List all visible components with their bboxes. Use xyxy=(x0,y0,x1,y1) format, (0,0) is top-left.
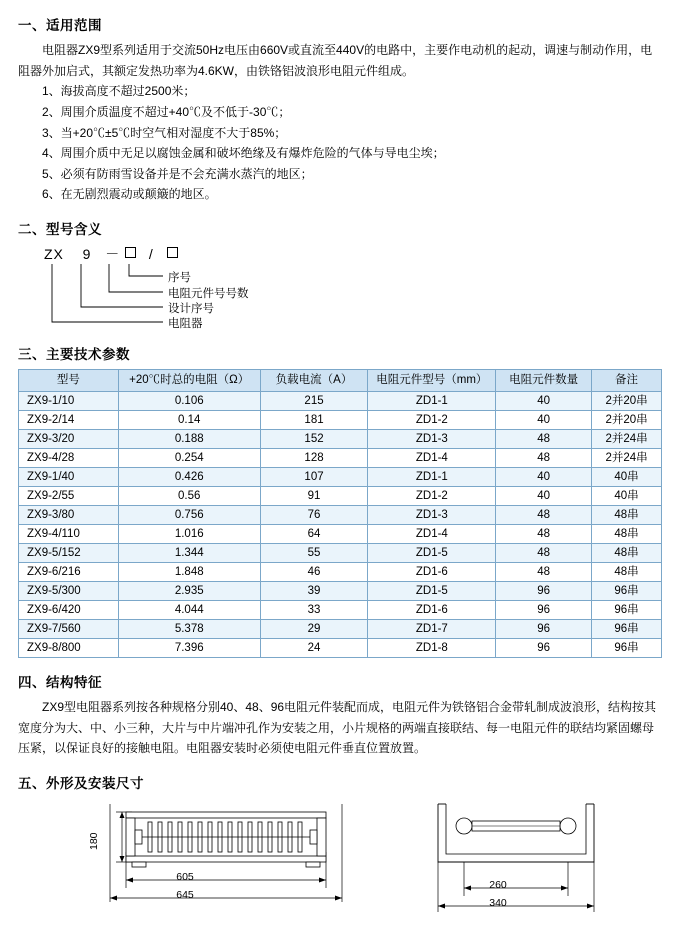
cell-model: ZX9-1/40 xyxy=(19,468,119,487)
cell-resistance: 7.396 xyxy=(118,639,260,658)
cell-model: ZX9-6/420 xyxy=(19,601,119,620)
cell-element-model: ZD1-3 xyxy=(368,430,496,449)
cell-remark: 2并24串 xyxy=(592,449,662,468)
table-row xyxy=(19,392,662,411)
table-row xyxy=(19,487,662,506)
cell-remark: 40串 xyxy=(592,487,662,506)
cell-current: 33 xyxy=(260,601,368,620)
cell-current: 107 xyxy=(260,468,368,487)
table-row xyxy=(19,449,662,468)
cell-element-model: ZD1-6 xyxy=(368,601,496,620)
section-technical-parameters xyxy=(18,343,662,658)
section-4-paragraph: ZX9型电阻器系列按各种规格分别40、48、96电阻元件装配而成，电阻元件为铁铬铝合金带轧制成波浪形，结构按其宽度分为大、中、小三种，大片与中片端冲孔作为安装之用，小片规格的两端直接联结、每一电阻元件的联结均紧固螺母压紧，以保证良好的接触电阻。电阻器安装时必须使电阻元件垂直位置放置。 xyxy=(18,700,657,756)
cell-resistance: 5.378 xyxy=(118,620,260,639)
cell-resistance: 0.14 xyxy=(118,411,260,430)
cell-resistance: 0.756 xyxy=(118,506,260,525)
cell-element-model: ZD1-5 xyxy=(368,544,496,563)
cell-element-qty: 96 xyxy=(496,582,592,601)
list-item: 3、当+20℃±5℃时空气相对湿度不大于85%； xyxy=(42,125,287,140)
th-element-qty: 电阻元件数量 xyxy=(496,370,592,392)
cell-remark: 96串 xyxy=(592,639,662,658)
cell-remark: 48串 xyxy=(592,544,662,563)
cell-model: ZX9-1/10 xyxy=(19,392,119,411)
cell-element-model: ZD1-2 xyxy=(368,411,496,430)
cell-resistance: 0.426 xyxy=(118,468,260,487)
cell-element-qty: 48 xyxy=(496,525,592,544)
model-label-design-serial: 设计序号 xyxy=(168,303,214,315)
cell-resistance: 0.106 xyxy=(118,392,260,411)
dim-260-label: 260 xyxy=(489,878,507,891)
section-1-heading: 一、适用范围 xyxy=(18,18,102,33)
section-dimensions xyxy=(18,772,662,928)
spec-table xyxy=(18,369,662,658)
cell-current: 91 xyxy=(260,487,368,506)
cell-element-qty: 96 xyxy=(496,601,592,620)
table-row xyxy=(19,601,662,620)
section-1-paragraph: 电阻器ZX9型系列适用于交流50Hz电压由660V或直流至440V的电路中，主要作电动机的起动，调速与制动作用，电阻器外加启式，其额定发热功率为4.6KW，由铁铬铝波浪形电阻元件组成。 xyxy=(18,43,653,78)
table-header-row xyxy=(19,370,662,392)
cell-element-model: ZD1-1 xyxy=(368,392,496,411)
cell-resistance: 0.56 xyxy=(118,487,260,506)
model-label-element-count: 电阻元件号号数 xyxy=(168,288,249,300)
cell-resistance: 1.848 xyxy=(118,563,260,582)
cell-element-qty: 40 xyxy=(496,487,592,506)
table-row xyxy=(19,525,662,544)
section-5-heading: 五、外形及安装尺寸 xyxy=(18,775,144,791)
cell-element-qty: 48 xyxy=(496,544,592,563)
cell-element-model: ZD1-5 xyxy=(368,582,496,601)
list-item: 6、在无剧烈震动或颠簸的地区。 xyxy=(42,187,217,202)
cell-model: ZX9-5/152 xyxy=(19,544,119,563)
th-element-model: 电阻元件型号（mm） xyxy=(368,370,496,392)
model-label-resistor: 电阻器 xyxy=(168,318,203,330)
section-1-list xyxy=(18,81,662,205)
table-row xyxy=(19,620,662,639)
cell-remark: 48串 xyxy=(592,506,662,525)
cell-resistance: 0.188 xyxy=(118,430,260,449)
cell-resistance: 1.344 xyxy=(118,544,260,563)
cell-element-qty: 48 xyxy=(496,506,592,525)
code-series: 9 xyxy=(82,246,92,262)
cell-remark: 2并20串 xyxy=(592,411,662,430)
cell-element-qty: 96 xyxy=(496,639,592,658)
th-remark: 备注 xyxy=(592,370,662,392)
section-4-heading: 四、结构特征 xyxy=(18,675,102,690)
cell-element-model: ZD1-4 xyxy=(368,449,496,468)
cell-current: 55 xyxy=(260,544,368,563)
cell-current: 46 xyxy=(260,563,368,582)
cell-element-qty: 40 xyxy=(496,468,592,487)
cell-element-model: ZD1-7 xyxy=(368,620,496,639)
table-row xyxy=(19,468,662,487)
section-model-designation xyxy=(18,218,662,330)
cell-current: 181 xyxy=(260,411,368,430)
cell-remark: 2并24串 xyxy=(592,430,662,449)
cell-resistance: 1.016 xyxy=(118,525,260,544)
list-item: 5、必须有防雨雪设备并是不会充满水蒸汽的地区； xyxy=(42,166,313,181)
code-slash: / xyxy=(148,246,154,262)
cell-model: ZX9-4/28 xyxy=(19,449,119,468)
dim-605-label: 605 xyxy=(176,870,194,883)
table-row xyxy=(19,582,662,601)
list-item: 4、周围介质中无足以腐蚀金属和破坏绝缘及有爆炸危险的气体与导电尘埃； xyxy=(42,146,445,161)
dim-340-label: 340 xyxy=(489,896,507,909)
table-row xyxy=(19,639,662,658)
model-code-diagram xyxy=(18,244,662,330)
code-dash: － xyxy=(105,246,121,262)
table-body xyxy=(19,392,662,658)
cell-element-model: ZD1-1 xyxy=(368,468,496,487)
resistor-side-view xyxy=(96,800,386,928)
cell-model: ZX9-3/80 xyxy=(19,506,119,525)
cell-remark: 96串 xyxy=(592,620,662,639)
cell-model: ZX9-8/800 xyxy=(19,639,119,658)
section-2-heading: 二、型号含义 xyxy=(18,222,102,237)
cell-current: 64 xyxy=(260,525,368,544)
cell-remark: 2并20串 xyxy=(592,392,662,411)
section-structural-features xyxy=(18,671,662,759)
cell-remark: 48串 xyxy=(592,525,662,544)
table-row xyxy=(19,544,662,563)
cell-current: 152 xyxy=(260,430,368,449)
cell-element-qty: 96 xyxy=(496,620,592,639)
cell-element-qty: 40 xyxy=(496,411,592,430)
cell-current: 215 xyxy=(260,392,368,411)
cell-element-qty: 40 xyxy=(496,392,592,411)
cell-element-model: ZD1-2 xyxy=(368,487,496,506)
table-row xyxy=(19,430,662,449)
table-row xyxy=(19,411,662,430)
cell-remark: 40串 xyxy=(592,468,662,487)
dim-645-label: 645 xyxy=(176,888,194,901)
code-prefix: ZX xyxy=(44,246,64,262)
model-label-serial: 序号 xyxy=(168,272,191,284)
table-row xyxy=(19,506,662,525)
cell-current: 39 xyxy=(260,582,368,601)
cell-model: ZX9-4/110 xyxy=(19,525,119,544)
cell-resistance: 0.254 xyxy=(118,449,260,468)
cell-remark: 48串 xyxy=(592,563,662,582)
th-resistance: +20℃时总的电阻（Ω） xyxy=(118,370,260,392)
cell-remark: 96串 xyxy=(592,601,662,620)
cell-element-qty: 48 xyxy=(496,563,592,582)
table-row xyxy=(19,563,662,582)
th-current: 负载电流（A） xyxy=(260,370,368,392)
cell-model: ZX9-2/55 xyxy=(19,487,119,506)
section-applicable-scope xyxy=(18,14,662,205)
cell-model: ZX9-3/20 xyxy=(19,430,119,449)
cell-model: ZX9-7/560 xyxy=(19,620,119,639)
th-model: 型号 xyxy=(19,370,119,392)
section-3-heading: 三、主要技术参数 xyxy=(18,347,130,362)
cell-element-qty: 48 xyxy=(496,449,592,468)
cell-element-model: ZD1-4 xyxy=(368,525,496,544)
list-item: 2、周围介质温度不超过+40℃及不低于-30℃； xyxy=(42,104,291,119)
cell-current: 29 xyxy=(260,620,368,639)
bracket-front-view xyxy=(416,800,656,928)
cell-element-qty: 48 xyxy=(496,430,592,449)
cell-resistance: 4.044 xyxy=(118,601,260,620)
cell-model: ZX9-2/14 xyxy=(19,411,119,430)
cell-current: 76 xyxy=(260,506,368,525)
dimension-drawings xyxy=(18,800,662,928)
list-item: 1、海拔高度不超过2500米； xyxy=(42,84,196,99)
cell-current: 128 xyxy=(260,449,368,468)
cell-model: ZX9-6/216 xyxy=(19,563,119,582)
cell-current: 24 xyxy=(260,639,368,658)
cell-resistance: 2.935 xyxy=(118,582,260,601)
cell-element-model: ZD1-3 xyxy=(368,506,496,525)
cell-model: ZX9-5/300 xyxy=(19,582,119,601)
dim-height-label: 180 xyxy=(88,832,100,850)
cell-remark: 96串 xyxy=(592,582,662,601)
cell-element-model: ZD1-8 xyxy=(368,639,496,658)
cell-element-model: ZD1-6 xyxy=(368,563,496,582)
